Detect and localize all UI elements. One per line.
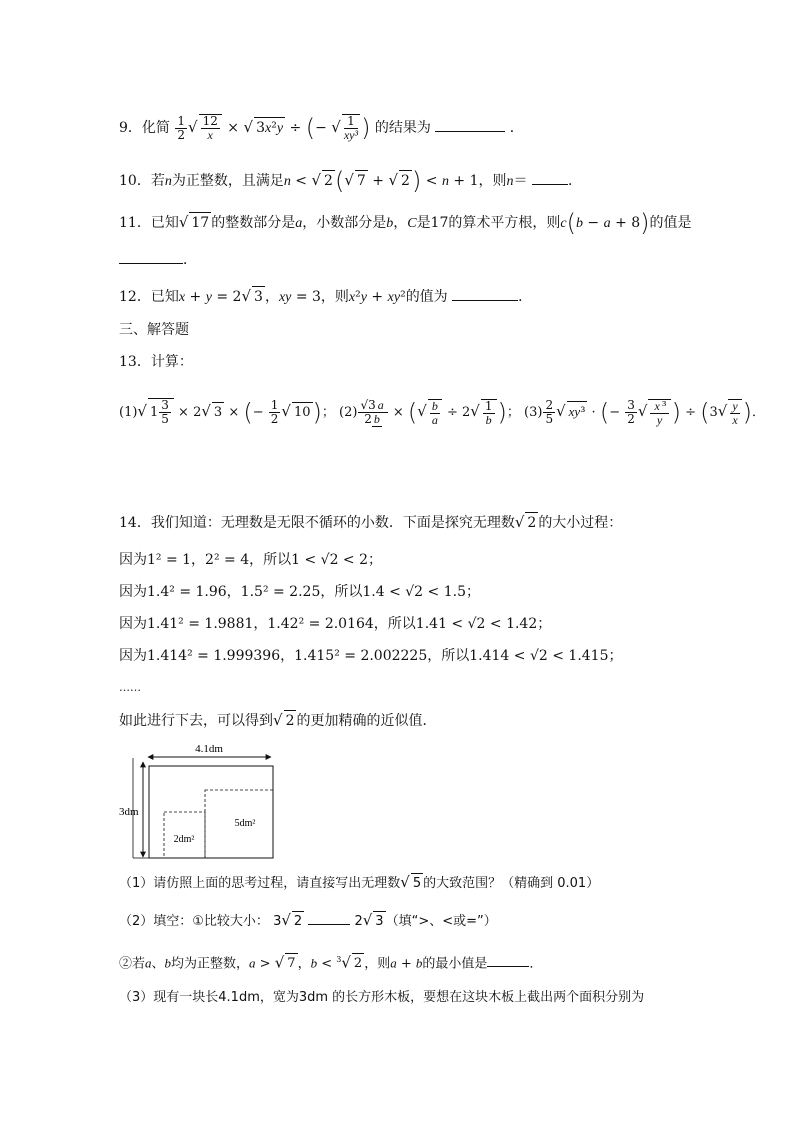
board-rectangle: [149, 766, 273, 858]
q14-sub-1: （1）请仿照上面的思考过程，请直接写出无理数√ 5 的大致范围？（精确到 0.01）: [119, 872, 599, 894]
q9-number: 9．化简: [119, 120, 170, 136]
question-9: 9．化简 $\frac{1}{2}$ √ $\frac{12}{x}$ × √ 3x²y ÷ (− √ $\frac{1}{\text{xy³}}$ ) 的结果为 ．: [119, 113, 524, 142]
answer-blank[interactable]: [119, 251, 183, 264]
q9-text: 的结果为: [374, 120, 431, 136]
answer-blank[interactable]: [487, 954, 529, 967]
q14-sub-2b: ②若a、b均为正整数，a > √ 7 ，b < $^3$√ 2 ，则a + b的最小值是 ．: [119, 950, 542, 974]
radical-sign: √: [188, 118, 198, 136]
question-13-title: 13．计算：: [119, 354, 193, 370]
q14-dots: ……: [119, 681, 141, 694]
q14-sub-3: （3）现有一块长4.1dm，宽为3dm 的长方形木板，要想在这块木板上截出两个面积分别为: [119, 990, 645, 1005]
q14-continue: 如此进行下去，可以得到√ 2 的更加精确的近似值．: [119, 711, 437, 729]
q14-line-2: 因为1.4² = 1.96，1.5² = 2.25，所以1.4 < √2 < 1.5；: [119, 584, 480, 600]
question-10: 10．若n为正整数，且满足n < √ 2(√ 7 + √ 2) < n + 1，则n＝ ．: [119, 167, 582, 195]
answer-blank[interactable]: [452, 288, 518, 301]
q14-line-3: 因为1.41² = 1.9881，1.42² = 2.0164，所以1.41 < √2 < 1.42；: [119, 616, 552, 632]
question-11: 11．已知√ 17 的整数部分是a，小数部分是b，C是17的算术平方根，则c(b − a + 8)的值是: [119, 209, 692, 237]
answer-blank[interactable]: [308, 912, 350, 925]
rectangle-board-diagram: [119, 742, 279, 862]
answer-blank[interactable]: [435, 119, 505, 132]
top-dimension-label: 4.1dm: [195, 743, 223, 755]
small-square-label: 2dm²: [173, 834, 195, 845]
section-heading: 三、解答题: [119, 322, 189, 338]
answer-blank[interactable]: [532, 172, 568, 185]
question-14-intro: 14．我们知道：无理数是无限不循环的小数．下面是探究无理数√ 2 的大小过程：: [119, 513, 623, 531]
left-dimension-label: 3dm: [119, 806, 139, 818]
question-12: 12．已知x + y = 2√ 3 ，xy = 3，则x²y + xy²的值为 ．: [119, 287, 533, 305]
fraction-12-over-x: $\frac{12}{x}$: [199, 114, 222, 142]
fraction-half: $\frac{1}{2}$: [177, 113, 186, 142]
question-11-answer-line: ．: [119, 250, 197, 270]
question-13-expressions: (1)√ 1 $\frac{3}{5}$ × 2√ 3 × (− $\frac{1}{2}$ √ 10)； (2) $\frac{√3 a}{2 b}$ × (√ $\frac{b}{a}$ ÷ 2√ $\frac{1}{b}$ )； (3) $\frac{2}{5}$ √ xy³ · (− $\frac{3}{2}$ √ $\frac{\text{x ³}}{y}$ ) ÷ (3√ $\frac{y}{x}$ )．: [119, 398, 766, 427]
q14-line-4: 因为1.414² = 1.999396，1.415² = 2.002225，所以1.414 < √2 < 1.415；: [119, 648, 623, 664]
q14-line-1: 因为1² = 1，2² = 4，所以1 < √2 < 2；: [119, 552, 383, 568]
q14-sub-2: （2）填空：①比较大小： 3√ 2 2√ 3 （填“>、<或=”）: [119, 910, 497, 932]
large-square-label: 5dm²: [234, 818, 256, 829]
